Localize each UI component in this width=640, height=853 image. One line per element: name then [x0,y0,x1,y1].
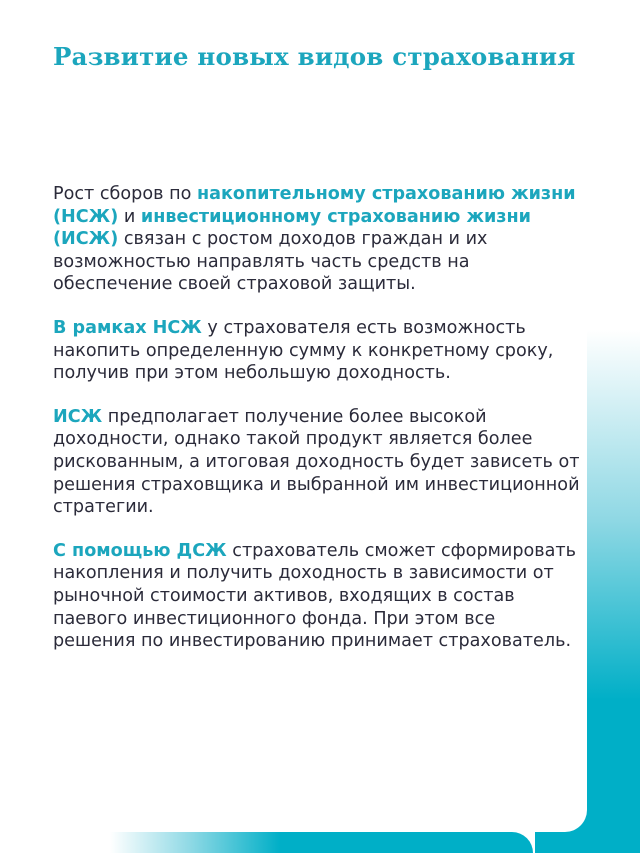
paragraph [53,183,583,296]
text-span: и [118,206,141,227]
highlighted-term: накопительному страхованию жизни (НСЖ) [53,184,576,227]
text-span: предполагает получение более высокой доходности, однако такой продукт является более рискованным, а итоговая доходность будет зависеть от решения страховщика и выбранной им инвестиционной стратегии. [53,406,580,518]
text-span: Рост сборов по [53,184,197,204]
text-span: связан с ростом доходов граждан и их возможностью направлять часть средств на обеспечение своей страховой защиты. [53,229,488,295]
paragraph [53,406,583,519]
highlighted-term: С помощью ДСЖ [53,540,227,561]
text-span: страхователь сможет сформировать накопления и получить доходность в зависимости от рыночной стоимости активов, входящих в состав паевого инвестиционного фонда. При этом все решения по инвестированию принимает страхователь. [53,540,577,652]
text-span: у страхователя есть возможность накопить определенную сумму к конкретному сроку, получив при этом небольшую доходность. [53,317,554,384]
body-text [53,183,583,674]
decorative-bottom-band [0,832,533,853]
paragraph [53,540,583,653]
highlighted-term: инвестиционному страхованию жизни (ИСЖ) [53,206,532,250]
highlighted-term: ИСЖ [53,406,103,427]
page-title: Развитие новых видов страхования [53,42,576,71]
highlighted-term: В рамках НСЖ [53,317,202,338]
paragraph [53,317,583,385]
